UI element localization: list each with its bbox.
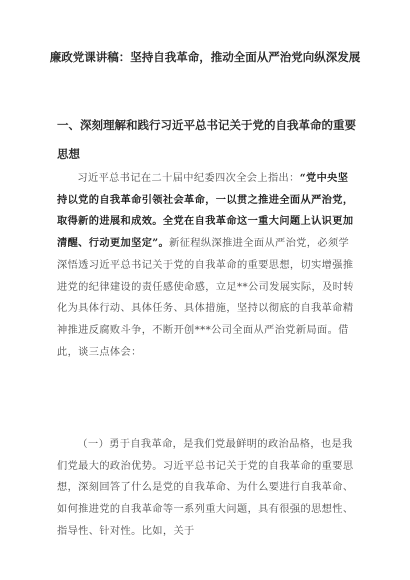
paragraph-lead: 习近平总书记在二十届中纪委四次全会上指出： xyxy=(77,173,300,184)
body-paragraph-2: （一）勇于自我革命，是我们党最鲜明的政治品格，也是我们党最大的政治优势。习近平总书记关于党的自我革命的重要思想，深刻回答了什么是党的自我革命、为什么要进行自我革命、如何推进党的自我革命等一系列重大问题，具有很强的思想性、指导性、针对性。比如，关于 xyxy=(57,439,354,537)
document-title: 廉政党课讲稿：坚持自我革命，推动全面从严治党向纵深发展 xyxy=(49,50,361,64)
quote-text: “党中央坚持以党的自我革命引领社会革命，一以贯之推进全面从严治党，取得新的进展和成效。全党在自我革命这一重大问题上认识更加清醒、行动更加坚定”。 xyxy=(57,172,354,250)
paragraph-rest: 新征程纵深推进全面从严治党，必须学深悟透习近平总书记关于党的自我革命的重要思想，切实增强推进党的纪律建设的责任感使命感，立足**公司发展实际，及时转化为具体行动、具体任务、具体措施，坚持以彻底的自我革命精神推进反腐败斗争，不断开创***公司全面从严治党新局面。借此，谈三点体会： xyxy=(57,238,354,358)
body-paragraph-1 xyxy=(57,168,357,363)
section-heading: 一、深刻理解和践行习近平总书记关于党的自我革命的重要思想 xyxy=(57,118,356,161)
